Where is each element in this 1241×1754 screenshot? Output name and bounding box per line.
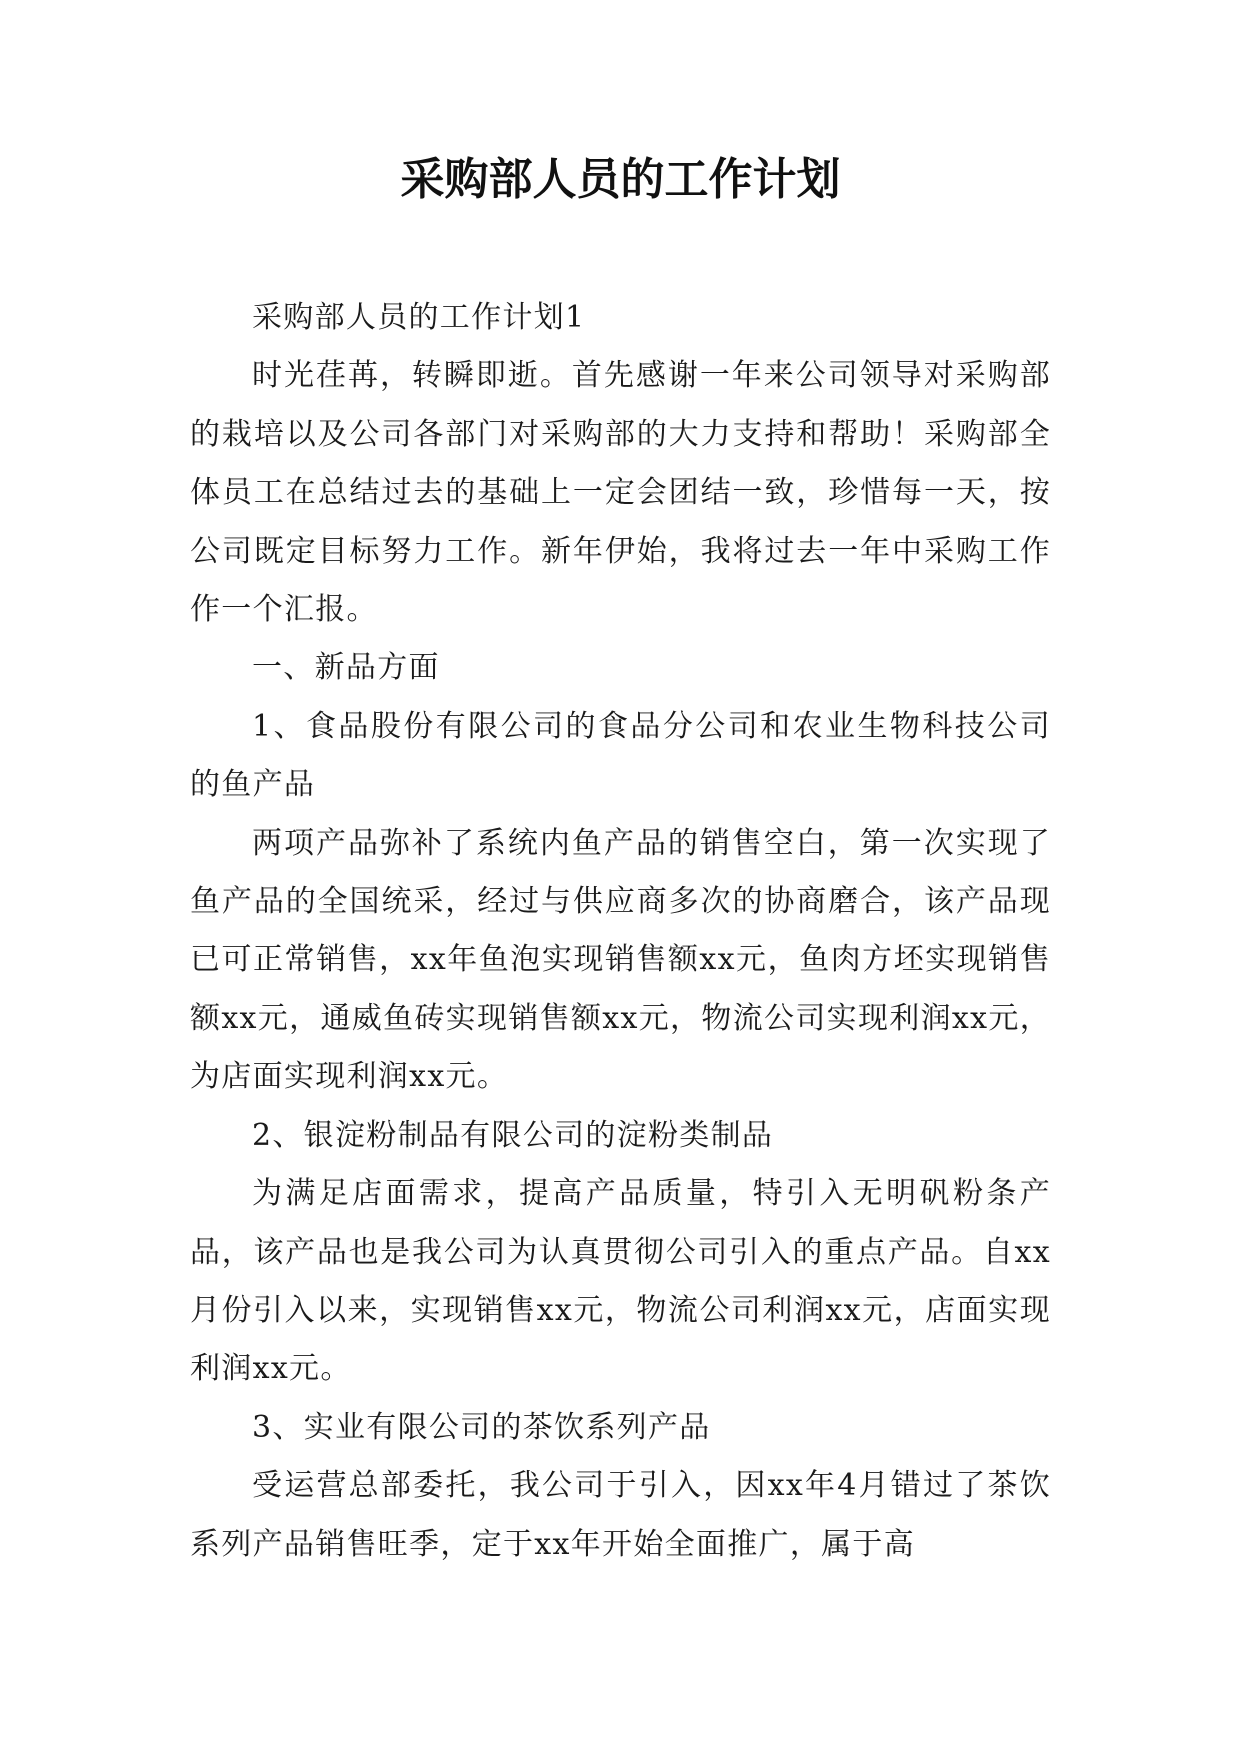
document-body <box>190 289 1051 1574</box>
subsection-heading: 2、银淀粉制品有限公司的淀粉类制品 <box>252 1117 774 1153</box>
body-paragraph: 为满足店面需求，提高产品质量，特引入无明矾粉条产品，该产品也是我公司为认真贯彻公司引入的重点产品。自xx月份引入以来，实现销售xx元，物流公司利润xx元，店面实现利润xx元。 <box>190 1176 1051 1387</box>
body-paragraph: 受运营总部委托，我公司于引入，因xx年4月错过了茶饮系列产品销售旺季，定于xx年开始全面推广，属于高 <box>190 1468 1051 1562</box>
page-title: 采购部人员的工作计划 <box>400 154 841 205</box>
section-heading: 采购部人员的工作计划1 <box>252 300 586 335</box>
subsection-heading: 1、食品股份有限公司的食品分公司和农业生物科技公司的鱼产品 <box>190 708 1051 803</box>
body-paragraph: 两项产品弥补了系统内鱼产品的销售空白，第一次实现了鱼产品的全国统采，经过与供应商多次的协商磨合，该产品现已可正常销售，xx年鱼泡实现销售额xx元，鱼肉方坯实现销售额xx元，通威鱼砖实现销售额xx元，物流公司实现利润xx元，为店面实现利润xx元。 <box>190 825 1051 1095</box>
section-heading: 一、新品方面 <box>252 650 440 686</box>
body-paragraph: 时光荏苒，转瞬即逝。首先感谢一年来公司领导对采购部的栽培以及公司各部门对采购部的大力支持和帮助！采购部全体员工在总结过去的基础上一定会团结一致，珍惜每一天，按公司既定目标努力工作。新年伊始，我将过去一年中采购工作作一个汇报。 <box>190 358 1051 628</box>
subsection-heading: 3、实业有限公司的茶饮系列产品 <box>252 1409 711 1445</box>
